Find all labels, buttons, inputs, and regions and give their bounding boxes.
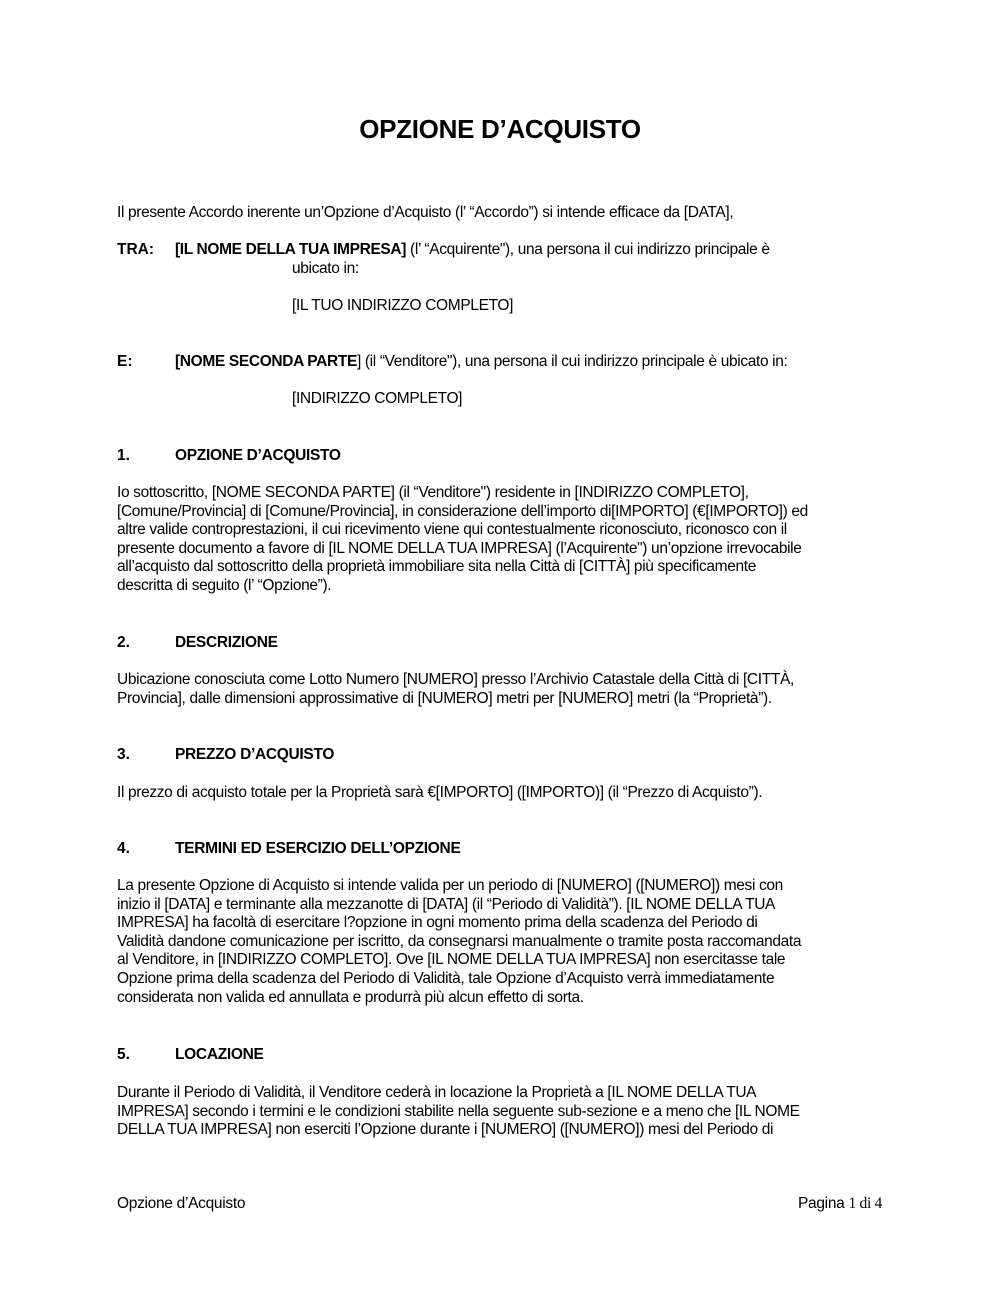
text-line: inizio il [DATA] e terminante alla mezzanotte di [DATA] (il “Periodo di Validità”). [IL NOME DELLA TUA <box>117 895 776 913</box>
section-5-body <box>117 1084 887 1140</box>
section-5-number: 5. <box>117 1046 130 1063</box>
page-label: Pagina <box>798 1195 849 1212</box>
section-3-number: 3. <box>117 746 130 763</box>
page-of: di <box>855 1195 875 1212</box>
section-1-title: OPZIONE D’ACQUISTO <box>175 447 341 464</box>
text-line: DELLA TUA IMPRESA] non eserciti l’Opzione durante i [NUMERO] ([NUMERO]) mesi del Periodo di <box>117 1121 774 1139</box>
document-title: OPZIONE D’ACQUISTO <box>359 114 641 144</box>
buyer-desc-continued: ubicato in: <box>292 260 359 277</box>
text-line: presente documento a favore di [IL NOME DELLA TUA IMPRESA] (l’Acquirente") un’opzione irrevocabile <box>117 539 802 557</box>
text-line: al Venditore, in [INDIRIZZO COMPLETO]. Ove [IL NOME DELLA TUA IMPRESA] non esercitasse tale <box>117 951 786 969</box>
section-2-number: 2. <box>117 634 130 651</box>
buyer-name: [IL NOME DELLA TUA IMPRESA] <box>175 241 407 258</box>
section-4-title: TERMINI ED ESERCIZIO DELL’OPZIONE <box>175 840 461 857</box>
text-line: [Comune/Provincia] di [Comune/Provincia], in considerazione dell’importo di[IMPORTO] (€[IMPORTO]) ed <box>117 502 808 520</box>
section-1-number: 1. <box>117 447 130 464</box>
party-label-tra: TRA: <box>117 241 155 258</box>
text-line: considerata non valida ed annullata e produrrà più alcun effetto di sorta. <box>117 988 584 1006</box>
section-4-body <box>117 877 887 1007</box>
text-line: IMPRESA] secondo i termini e le condizioni stabilite nella seguente sub-sezione e a meno che [IL NOME <box>117 1102 800 1120</box>
party-buyer-line <box>175 241 875 260</box>
text-line: Validità dandone comunicazione per iscritto, da consegnarsi manualmente o tramite posta raccomandata <box>117 932 802 950</box>
text-line: Provincia], dalle dimensioni approssimative di [NUMERO] metri per [NUMERO] metri (la “Proprietà”). <box>117 689 772 707</box>
section-3-title: PREZZO D’ACQUISTO <box>175 746 335 763</box>
text-line: Io sottoscritto, [NOME SECONDA PARTE] (il “Venditore") residente in [INDIRIZZO COMPLETO], <box>117 484 749 501</box>
text-line: La presente Opzione di Acquisto si intende valida per un periodo di [NUMERO] ([NUMERO]) mesi con <box>117 877 783 894</box>
text-line: Ubicazione conosciuta come Lotto Numero [NUMERO] presso l’Archivio Catastale della Città di [CITTÀ, <box>117 671 794 688</box>
text-line: altre valide controprestazioni, il cui ricevimento viene qui contestualmente riconosciuto, riconosco con il <box>117 521 787 539</box>
section-4-number: 4. <box>117 840 130 857</box>
buyer-address: [IL TUO INDIRIZZO COMPLETO] <box>292 297 514 314</box>
section-2-title: DESCRIZIONE <box>175 634 278 651</box>
buyer-desc: (l’ “Acquirente"), una persona il cui indirizzo principale è <box>406 241 770 258</box>
intro-paragraph: Il presente Accordo inerente un’Opzione d’Acquisto (l’ “Accordo”) si intende efficace da [DATA], <box>117 204 734 221</box>
text-line: IMPRESA] ha facoltà di esercitare l?opzione in ogni momento prima della scadenza del Periodo di <box>117 914 758 932</box>
seller-address: [INDIRIZZO COMPLETO] <box>292 390 463 407</box>
text-line: descritta di seguito (l’ “Opzione”). <box>117 576 332 594</box>
text-line: Il prezzo di acquisto totale per la Proprietà sarà €[IMPORTO] ([IMPORTO)] (il “Prezzo di Acquisto”). <box>117 784 763 801</box>
party-label-e: E: <box>117 353 133 370</box>
section-2-body <box>117 671 887 708</box>
text-line: all’acquisto dal sottoscritto della proprietà immobiliare sita nella Città di [CITTÀ] più specificamente <box>117 558 757 576</box>
page-current: 1 <box>848 1195 856 1212</box>
section-3-body <box>117 784 887 803</box>
section-1-body <box>117 484 887 596</box>
text-line: Durante il Periodo di Validità, il Venditore cederà in locazione la Proprietà a [IL NOME DELLA TUA <box>117 1084 757 1101</box>
seller-name: [NOME SECONDA PARTE <box>175 353 357 370</box>
footer-page-number <box>798 1195 882 1213</box>
page-total: 4 <box>874 1195 882 1212</box>
footer-document-name: Opzione d’Acquisto <box>117 1195 246 1212</box>
section-5-title: LOCAZIONE <box>175 1046 264 1063</box>
party-seller-line <box>175 353 875 372</box>
text-line: Opzione prima della scadenza del Periodo di Validità, tale Opzione d’Acquisto verrà immediatamente <box>117 969 775 987</box>
seller-desc: ] (il “Venditore"), una persona il cui indirizzo principale è ubicato in: <box>356 353 788 370</box>
